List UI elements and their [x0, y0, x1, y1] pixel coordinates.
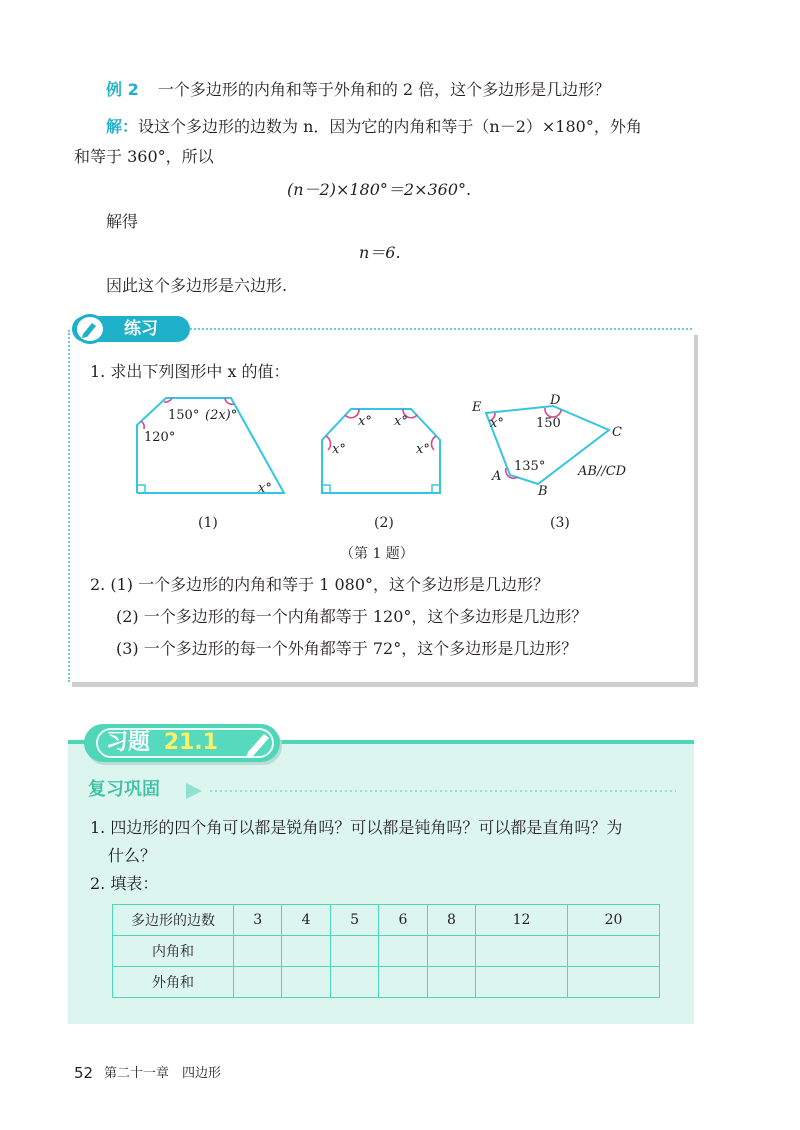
fig1-angle-2x: (2x)°	[205, 408, 238, 423]
section-title: 复习巩固	[88, 779, 160, 800]
table-header-row	[113, 905, 660, 936]
table-header-cell: 20	[568, 905, 660, 936]
fig3-parallel-note: AB//CD	[578, 464, 627, 479]
table-header-cell: 8	[427, 905, 475, 936]
exercise-title-line	[106, 731, 218, 755]
solve-text: 解得	[106, 212, 139, 231]
fig2-caption: (2)	[374, 515, 394, 531]
equation-1: (n－2)×180°＝2×360°.	[287, 180, 472, 199]
table-row-label: 外角和	[113, 967, 234, 998]
fig1-angle-120: 120°	[144, 430, 176, 445]
table-cell[interactable]	[379, 967, 427, 998]
practice-title: 练习	[124, 319, 158, 339]
fig1-caption: (1)	[198, 515, 218, 531]
table-cell[interactable]	[282, 936, 330, 967]
table-cell[interactable]	[568, 967, 660, 998]
practice-q2-1: 2. (1) 一个多边形的内角和等于 1 080°，这个多边形是几边形？	[90, 575, 549, 594]
fig3-vertex-E: E	[472, 400, 482, 415]
table-cell[interactable]	[234, 967, 282, 998]
page-number: 52	[74, 1064, 94, 1082]
table-cell[interactable]	[282, 967, 330, 998]
fig3-vertex-D: D	[550, 393, 561, 408]
fig2-angle-x-2: x°	[394, 414, 408, 429]
chapter-title: 第二十一章 四边形	[104, 1066, 222, 1081]
pencil-icon	[240, 728, 274, 758]
fig2-angle-x-1: x°	[358, 414, 372, 429]
figure-caption: （第 1 题）	[340, 546, 414, 562]
fig2-angle-x-4: x°	[416, 442, 430, 457]
practice-q2-3: (3) 一个多边形的每一个外角都等于 72°，这个多边形是几边形？	[116, 639, 578, 658]
table-header-cell: 6	[379, 905, 427, 936]
example-question: 一个多边形的内角和等于外角和的 2 倍，这个多边形是几边形？	[157, 80, 611, 99]
table-cell[interactable]	[379, 936, 427, 967]
table-header-cell: 多边形的边数	[113, 905, 234, 936]
fig3-vertex-B: B	[538, 484, 548, 499]
solution-line-2: 和等于 360°，所以	[74, 147, 214, 166]
table-header-cell: 4	[282, 905, 330, 936]
table-cell[interactable]	[427, 967, 475, 998]
fig1-angle-x: x°	[258, 481, 272, 496]
practice-q2-2: (2) 一个多边形的每一个内角都等于 120°，这个多边形是几边形？	[116, 607, 588, 626]
table-header-cell: 3	[234, 905, 282, 936]
exercise-q2: 2. 填表：	[90, 874, 159, 893]
solution-text-1: 设这个多边形的边数为 n．因为它的内角和等于（n－2）×180°，外角	[138, 117, 642, 136]
fig1-angle-150: 150°	[168, 408, 200, 423]
fig3-angle-150: 150	[536, 416, 561, 431]
table-header-cell: 12	[476, 905, 568, 936]
exercise-q1-line1: 1. 四边形的四个角可以都是锐角吗？可以都是钝角吗？可以都是直角吗？为	[90, 818, 623, 837]
practice-q1: 1. 求出下列图形中 x 的值：	[90, 362, 290, 381]
example-label: 例 2	[106, 80, 139, 99]
section-arrow-icon	[184, 781, 684, 801]
table-header-cell: 5	[330, 905, 378, 936]
table-cell[interactable]	[234, 936, 282, 967]
fig2-angle-x-3: x°	[332, 442, 346, 457]
fig3-vertex-A: A	[492, 469, 502, 484]
table-row-label: 内角和	[113, 936, 234, 967]
table-row	[113, 967, 660, 998]
table-cell[interactable]	[330, 967, 378, 998]
table-cell[interactable]	[568, 936, 660, 967]
table-cell[interactable]	[476, 936, 568, 967]
fig3-vertex-C: C	[612, 425, 622, 440]
table-cell[interactable]	[427, 936, 475, 967]
angle-sum-table	[112, 904, 660, 998]
fig3-angle-x: x°	[490, 416, 504, 431]
table-row	[113, 936, 660, 967]
exercise-title: 习题	[106, 730, 151, 755]
conclusion: 因此这个多边形是六边形.	[106, 276, 288, 295]
exercise-number: 21.1	[163, 730, 218, 755]
solution-label: 解：	[106, 117, 139, 136]
equation-2: n＝6.	[359, 243, 401, 262]
exercise-q1-line2: 什么？	[108, 846, 157, 865]
fig3-caption: (3)	[550, 515, 570, 531]
fig3-angle-135: 135°	[514, 459, 546, 474]
table-cell[interactable]	[330, 936, 378, 967]
table-cell[interactable]	[476, 967, 568, 998]
